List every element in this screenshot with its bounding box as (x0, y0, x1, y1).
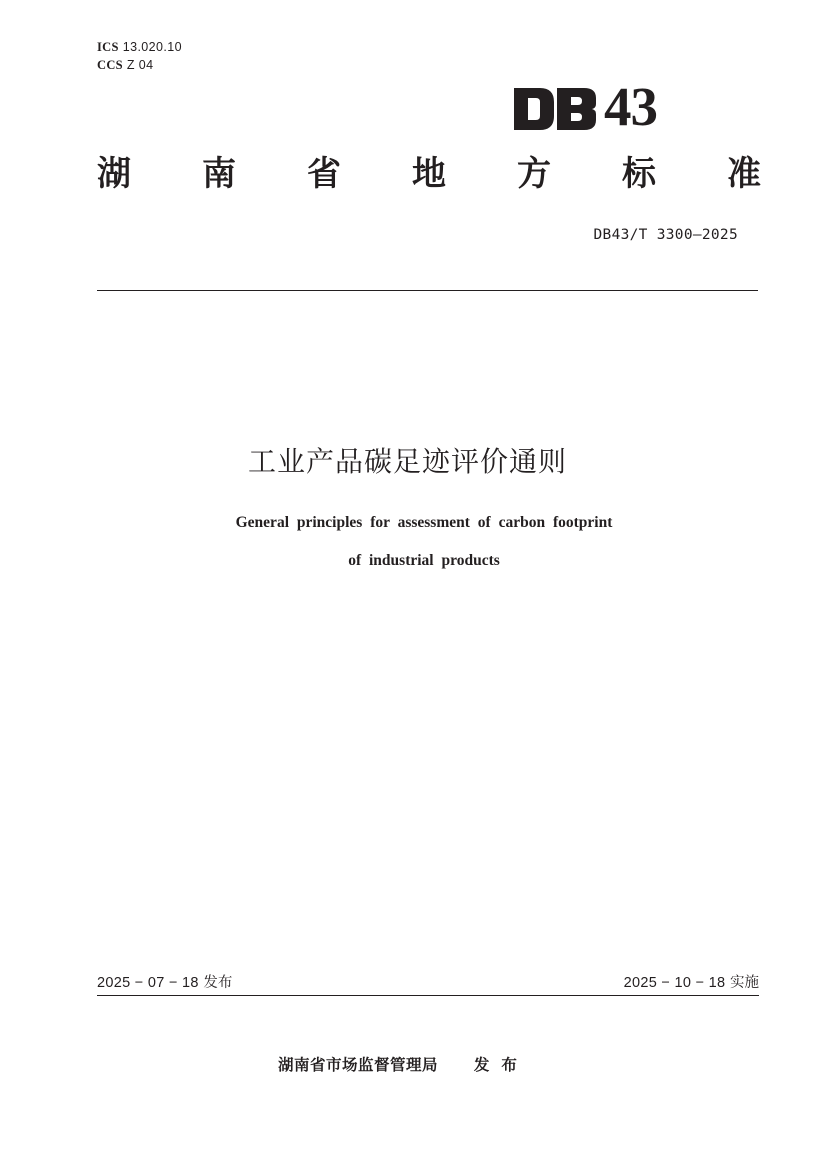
implementation-date: 2025 − 10 − 18 (623, 975, 726, 991)
publisher-name: 湖南省市场监督管理局 (278, 1056, 439, 1074)
publisher-line (278, 1054, 529, 1076)
db43-logo (512, 74, 657, 137)
classification-codes (97, 38, 182, 74)
standard-type-char: 准 (727, 154, 761, 194)
standard-type-char: 省 (307, 154, 341, 194)
db-logo-mark (512, 86, 598, 132)
db-logo-number: 43 (604, 76, 657, 137)
title-chinese: 工业产品碳足迹评价通则 (247, 445, 567, 478)
ccs-line (97, 56, 182, 74)
standard-type-char: 标 (622, 154, 656, 194)
issue-label: 发布 (203, 975, 233, 991)
standard-type-char: 南 (202, 154, 236, 194)
issue-date: 2025 − 07 − 18 (97, 975, 199, 991)
ccs-label: CCS (97, 58, 123, 72)
title-english-line-1: General principles for assessment of carbon footprint (235, 514, 613, 531)
title-english-line-2: of industrial products (348, 552, 500, 569)
ics-line (97, 38, 182, 56)
db-logo-letter-d (514, 88, 554, 130)
standard-number: DB43/T 3300—2025 (593, 227, 738, 243)
db-logo-letter-b (557, 88, 596, 130)
footer-divider (97, 995, 759, 996)
issue-date-block (97, 973, 232, 993)
standard-type-char: 方 (517, 154, 551, 194)
header-divider (97, 290, 758, 291)
standard-type-char: 地 (412, 154, 446, 194)
ics-code: 13.020.10 (122, 40, 182, 54)
standard-type-char: 湖 (97, 154, 131, 194)
standard-type-heading (97, 150, 761, 198)
publisher-action: 发布 (473, 1056, 529, 1074)
ccs-code: Z 04 (126, 58, 154, 72)
implementation-date-block (624, 973, 759, 993)
implementation-label: 实施 (730, 975, 759, 991)
ics-label: ICS (97, 40, 119, 54)
